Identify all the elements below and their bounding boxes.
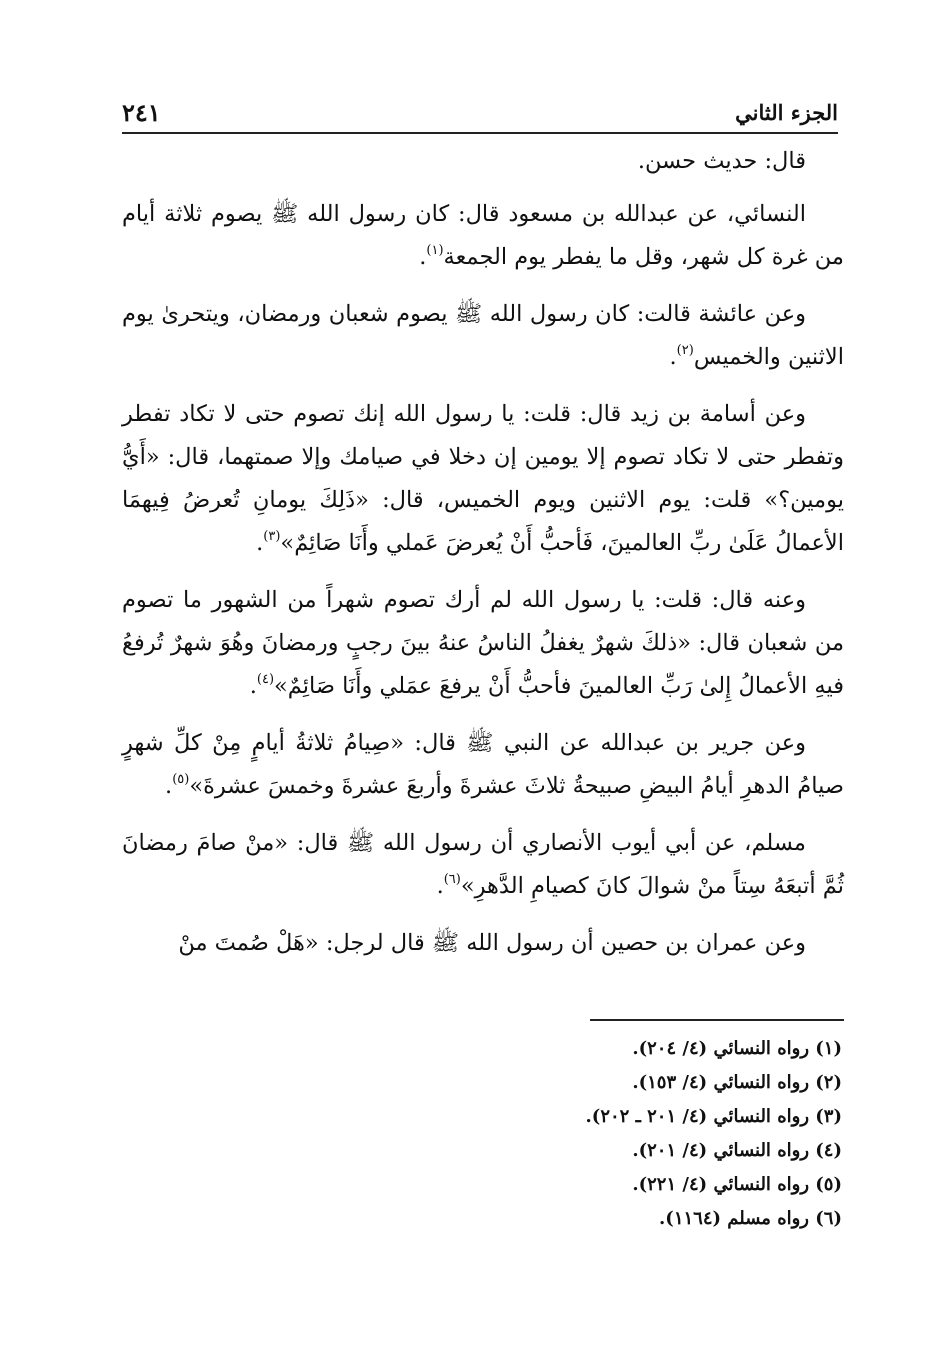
footnote: (٣) رواه النسائي (٤/ ٢٠١ ـ ٢٠٢). [585,1106,842,1127]
paragraph: النسائي، عن عبدالله بن مسعود قال: كان رسول الله ﷺ يصوم ثلاثة أيام من غرة كل شهر، وقل ما يفطر يوم الجمعة$^{(١)}$. [122,201,844,270]
header-rule [122,132,838,134]
footnotes [300,1032,844,1236]
page-number: ٢٤١ [122,97,161,127]
footnote-mark: (٢) [676,343,694,358]
footnote: (١) رواه النسائي (٤/ ٢٠٤). [632,1038,842,1059]
paragraph: مسلم، عن أبي أيوب الأنصاري أن رسول الله ﷺ قال: «منْ صامَ رمضانَ ثُمَّ أتبعَهُ سِتاً منْ شوالَ كانَ كصيامِ الدَّهرِ»$^{(٦)}$. [122,830,844,899]
paragraph: وعن عائشة قالت: كان رسول الله ﷺ يصوم شعبان ورمضان، ويتحرىٰ يوم الاثنين والخميس$^{(٢)}$. [122,301,844,370]
footnote-mark: (٤) [256,672,275,687]
footnote: (٢) رواه النسائي (٤/ ١٥٣). [632,1072,842,1093]
main-text [122,140,844,979]
paragraph: قال: حديث حسن. [637,148,806,174]
paragraph: وعن عمران بن حصين أن رسول الله ﷺ قال لرجل: «هَلْ صُمتَ منْ [178,930,806,956]
page-header [122,92,838,132]
footnote: (٤) رواه النسائي (٤/ ٢٠١). [632,1140,842,1161]
paragraph: وعنه قال: قلت: يا رسول الله لم أرك تصوم شهراً من الشهور ما تصوم من شعبان قال: «ذلكَ شهرٌ يغفلُ الناسُ عنهُ بينَ رجبٍ ورمضانَ وهُوَ شهرٌ تُرفعُ فيهِ الأعمالُ إِلىٰ رَبِّ العالمينَ فأحبُّ أَنْ يرفعَ عمَلي وأَنَا صَائِمٌ»$^{(٤)}$. [122,587,844,699]
running-title: الجزء الثاني [735,99,838,125]
footnote-mark: (٥) [172,772,190,787]
footnote: (٥) رواه النسائي (٤/ ٢٢١). [632,1174,842,1195]
footnote: (٦) رواه مسلم (١١٦٤). [659,1208,842,1229]
footnote-mark: (٣) [263,529,281,544]
footnote-rule [590,1019,844,1021]
footnote-mark: (٦) [443,872,461,887]
paragraph: وعن أسامة بن زيد قال: قلت: يا رسول الله إنك تصوم حتى لا تكاد تفطر وتفطر حتى لا تكاد تصوم إلا يومين إن دخلا في صيامك وإلا صمتهما، قال: «أَيُّ يومين؟» قلت: يوم الاثنين ويوم الخميس، قال: «ذَلِكَ يومانِ تُعرضُ فِيهمَا الأعمالُ عَلَىٰ ربِّ العالمينَ، فَأحبُّ أَنْ يُعرضَ عَملي وأَنَا صَائِمٌ»$^{(٣)}$. [122,401,844,556]
footnote-mark: (١) [426,243,444,258]
paragraph: وعن جرير بن عبدالله عن النبي ﷺ قال: «صِيامُ ثلاثةُ أيامٍ مِنْ كلِّ شهرٍ صيامُ الدهرِ أيامُ البيضِ صبيحةُ ثلاثَ عشرةَ وأربعَ عشرةَ وخمسَ عشرةَ»$^{(٥)}$. [122,730,844,799]
